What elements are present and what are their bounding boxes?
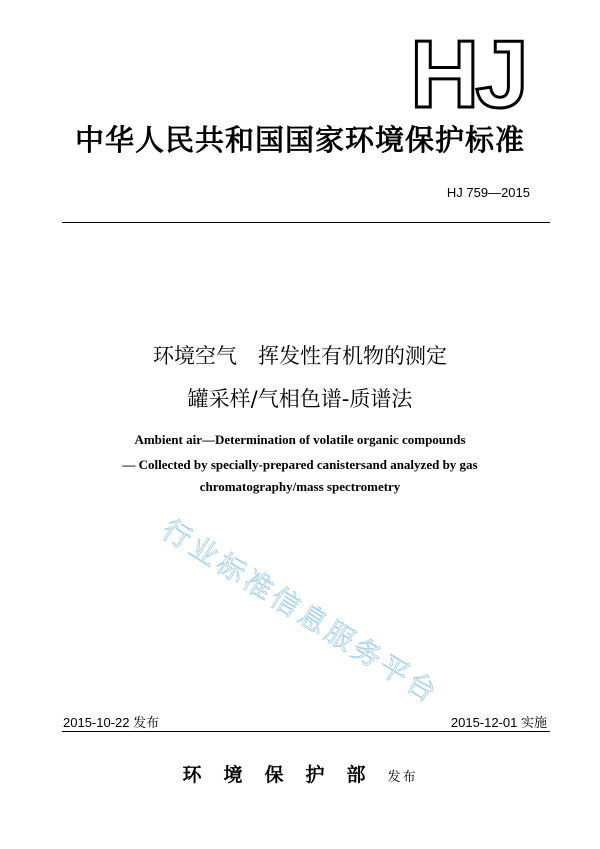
title-en-line2: — Collected by specially-prepared canistersand analyzed by gas — [122, 457, 478, 472]
hj-logo-text: HJ — [410, 35, 525, 115]
title-en-line3: chromatography/mass spectrometry — [199, 479, 401, 494]
top-divider — [62, 222, 550, 223]
implement-date: 2015-12-01 实施 — [450, 715, 547, 730]
organization-title: 中华人民共和国国家环境保护标准 — [74, 123, 525, 157]
ministry-suffix: 发布 — [387, 770, 418, 785]
title-cn-line2: 罐采样/气相色谱-质谱法 — [187, 387, 413, 411]
issuing-authority — [0, 760, 600, 787]
bottom-divider — [62, 731, 550, 732]
standard-code: HJ 759—2015 — [446, 185, 530, 200]
hj-logo-graphic — [410, 35, 540, 115]
ministry-name: 环境保护部 — [182, 764, 388, 786]
issue-date: 2015-10-22 发布 — [63, 715, 160, 730]
title-en-line1: Ambient air—Determination of volatile organic compounds — [134, 432, 466, 447]
watermark — [150, 495, 510, 715]
title-cn-line1: 环境空气 挥发性有机物的测定 — [153, 344, 447, 368]
hj-logo — [410, 35, 540, 115]
watermark-text: 行业标准信息服务平台 — [156, 512, 446, 711]
watermark-graphic — [150, 495, 510, 715]
